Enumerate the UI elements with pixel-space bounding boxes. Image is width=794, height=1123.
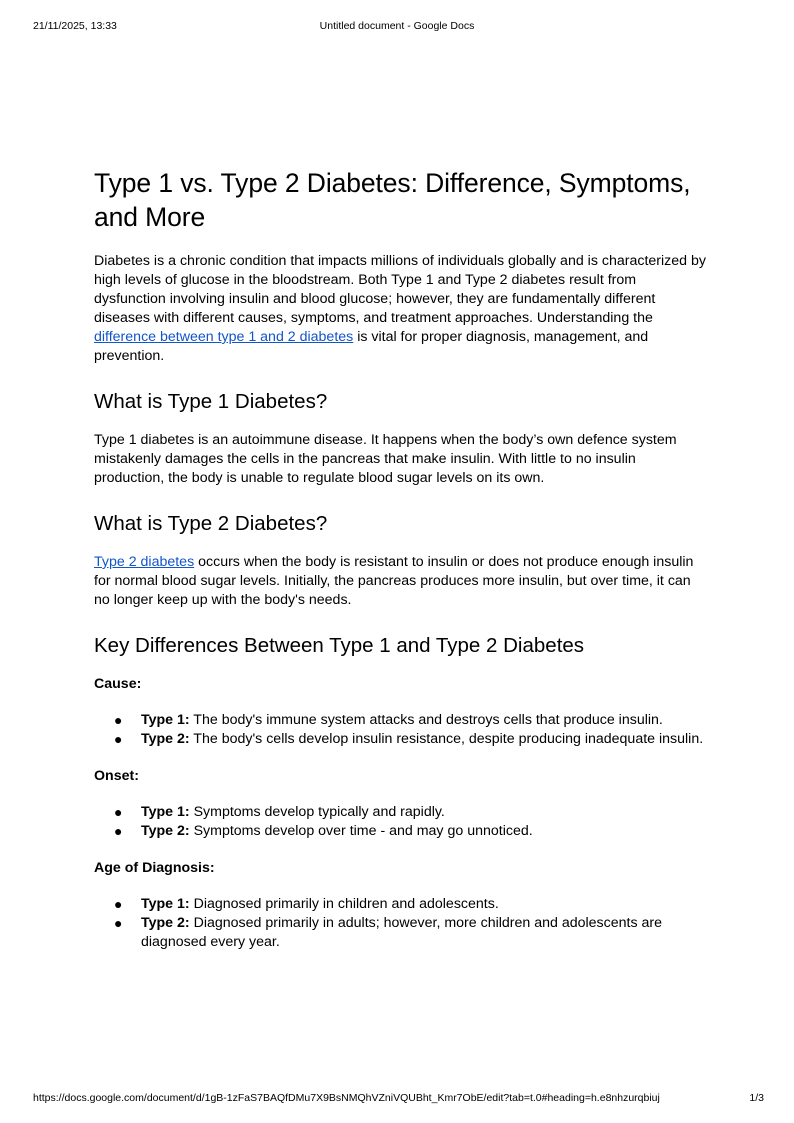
- type2-body-text: occurs when the body is resistant to insulin or does not produce enough insulin for normal blood sugar levels. Initially, the pancreas produces more insulin, but over time, it can no longer keep up with the body's needs.: [94, 554, 694, 608]
- type1-paragraph: Type 1 diabetes is an autoimmune disease. It happens when the body’s own defence system mistakenly damages the cells in the pancreas that make insulin. With little to no insulin production, the body is unable to regulate blood sugar levels on its own.: [94, 432, 677, 486]
- list-item-term: Type 2:: [141, 823, 190, 839]
- print-header: [33, 20, 761, 34]
- list-item-text: Diagnosed primarily in adults; however, more children and adolescents are diagnosed every year.: [141, 915, 663, 950]
- list-item: [94, 914, 706, 952]
- bullet-icon: ●: [114, 731, 123, 747]
- print-footer: [33, 1092, 764, 1106]
- list-item: [94, 822, 706, 841]
- list-item-term: Type 1:: [141, 712, 190, 728]
- page-indicator: 1/3: [749, 1092, 764, 1104]
- type2-diabetes-link[interactable]: Type 2 diabetes: [94, 554, 195, 570]
- list-item-text: Symptoms develop typically and rapidly.: [189, 804, 445, 820]
- print-datetime: 21/11/2025, 13:33: [33, 20, 117, 32]
- list-item: [94, 711, 706, 730]
- age-of-diagnosis-list: [94, 895, 706, 952]
- cause-label: Cause:: [94, 676, 142, 692]
- list-item-text: Diagnosed primarily in children and adolescents.: [189, 896, 499, 912]
- bullet-icon: ●: [114, 823, 123, 839]
- heading-type2: What is Type 2 Diabetes?: [94, 512, 328, 535]
- type2-paragraph: [94, 553, 706, 610]
- intro-text-after-link: is vital for proper diagnosis, management, and prevention.: [94, 329, 649, 364]
- list-item: [94, 803, 706, 822]
- heading-type1: What is Type 1 Diabetes?: [94, 390, 328, 413]
- intro-text-before-link: Diabetes is a chronic condition that impacts millions of individuals globally and is characterized by high levels of glucose in the bloodstream. Both Type 1 and Type 2 diabetes result from dysfunction involving insulin and blood glucose; however, they are fundamentally different diseases with different causes, symptoms, and treatment approaches. Understanding the: [94, 253, 706, 326]
- list-item-text: Symptoms develop over time - and may go unnoticed.: [189, 823, 533, 839]
- intro-paragraph: [94, 252, 706, 366]
- list-item-text: The body's cells develop insulin resistance, despite producing inadequate insulin.: [189, 731, 704, 747]
- age-of-diagnosis-label: Age of Diagnosis:: [94, 860, 215, 876]
- onset-list: [94, 803, 706, 841]
- print-url: https://docs.google.com/document/d/1gB-1zFaS7BAQfDMu7X9BsNMQhVZniVQUBht_Kmr7ObE/edit?tab=t.0#heading=h.e8nhzurqbiuj: [33, 1092, 660, 1104]
- document-body: [94, 166, 706, 970]
- bullet-icon: ●: [114, 896, 123, 912]
- onset-label: Onset:: [94, 768, 139, 784]
- list-item: [94, 895, 706, 914]
- list-item: [94, 730, 706, 749]
- print-window-title: Untitled document - Google Docs: [319, 20, 475, 32]
- heading-key-differences: Key Differences Between Type 1 and Type 2 Diabetes: [94, 634, 585, 657]
- cause-list: [94, 711, 706, 749]
- list-item-term: Type 1:: [141, 804, 190, 820]
- list-item-term: Type 2:: [141, 915, 190, 931]
- bullet-icon: ●: [114, 804, 123, 820]
- list-item-text: The body's immune system attacks and destroys cells that produce insulin.: [189, 712, 663, 728]
- bullet-icon: ●: [114, 712, 123, 728]
- document-title: Type 1 vs. Type 2 Diabetes: Difference, Symptoms, and More: [94, 168, 691, 232]
- list-item-term: Type 1:: [141, 896, 190, 912]
- list-item-term: Type 2:: [141, 731, 190, 747]
- difference-link[interactable]: difference between type 1 and 2 diabetes: [94, 329, 354, 345]
- bullet-icon: ●: [114, 915, 123, 931]
